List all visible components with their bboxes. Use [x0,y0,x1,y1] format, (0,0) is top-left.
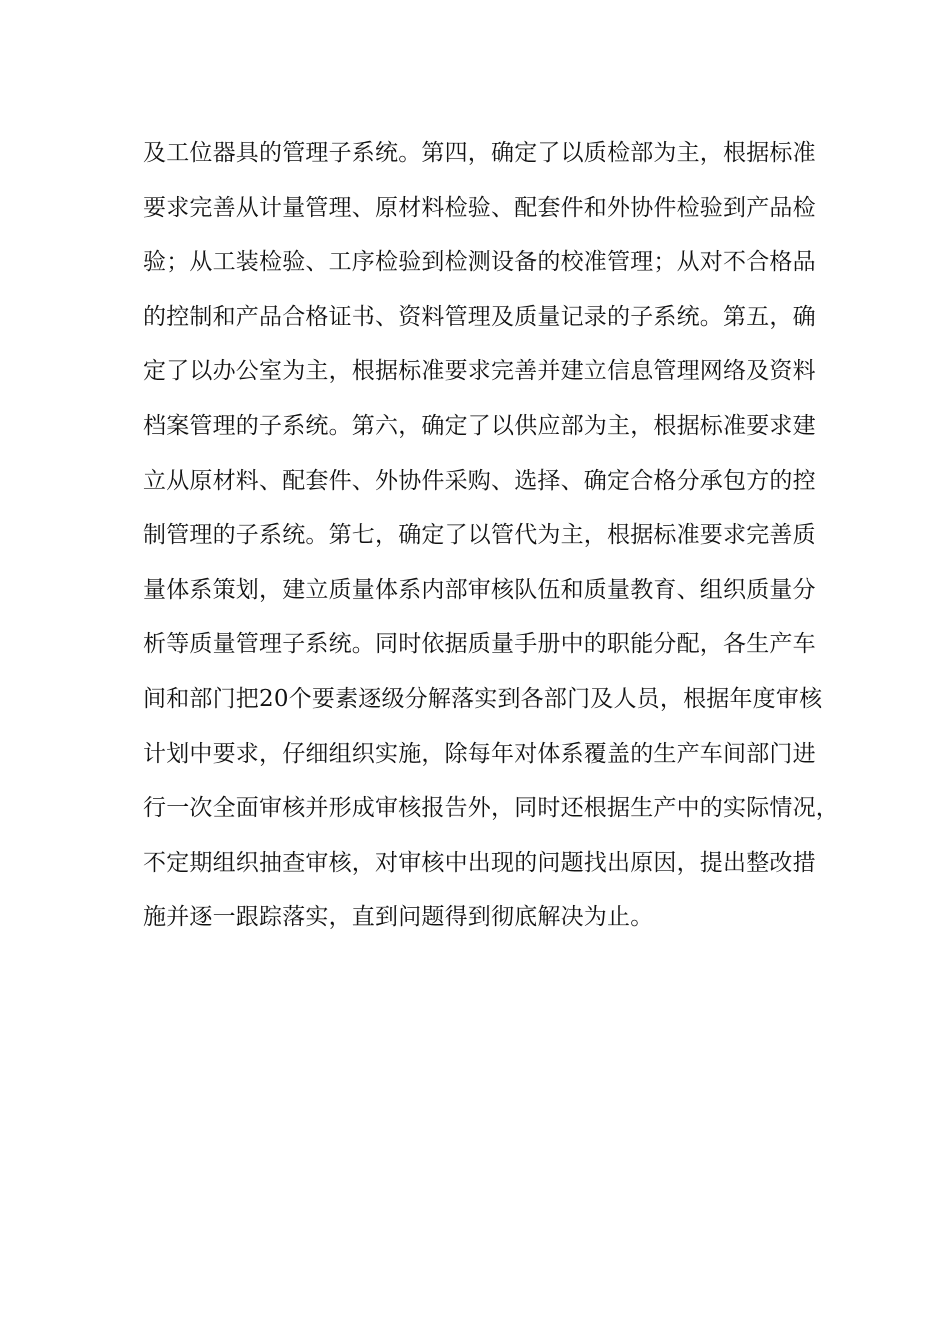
text-line: 制管理的子系统。第七，确定了以管代为主，根据标准要求完善质 [143,522,816,549]
text-line: 档案管理的子系统。第六，确定了以供应部为主，根据标准要求建 [143,412,816,439]
text-line: 析等质量管理子系统。同时依据质量手册中的职能分配，各生产车 [143,631,816,658]
text-line: 及工位器具的管理子系统。第四，确定了以质检部为主，根据标准 [143,140,816,166]
text-line: 立从原材料、配套件、外协件采购、选择、确定合格分承包方的控 [143,467,816,494]
text-line: 要求完善从计量管理、原材料检验、配套件和外协件检验到产品检 [143,194,816,221]
text-line: 施并逐一跟踪落实，直到问题得到彻底解决为止。 [143,904,654,931]
text-line: 的控制和产品合格证书、资料管理及质量记录的子系统。第五，确 [143,303,816,330]
text-line: 间和部门把20个要素逐级分解落实到各部门及人员，根据年度审核 [143,685,823,712]
text-line: 定了以办公室为主，根据标准要求完善并建立信息管理网络及资料 [143,358,816,385]
text-line: 计划中要求，仔细组织实施，除每年对体系覆盖的生产车间部门进 [143,740,816,767]
text-line: 量体系策划，建立质量体系内部审核队伍和质量教育、组织质量分 [143,576,816,603]
text-line: 验；从工装检验、工序检验到检测设备的校准管理；从对不合格品 [143,249,816,276]
text-line: 不定期组织抽查审核，对审核中出现的问题找出原因，提出整改措 [143,849,816,876]
text-line: 行一次全面审核并形成审核报告外，同时还根据生产中的实际情况， [143,795,839,822]
body-paragraph [143,134,843,953]
